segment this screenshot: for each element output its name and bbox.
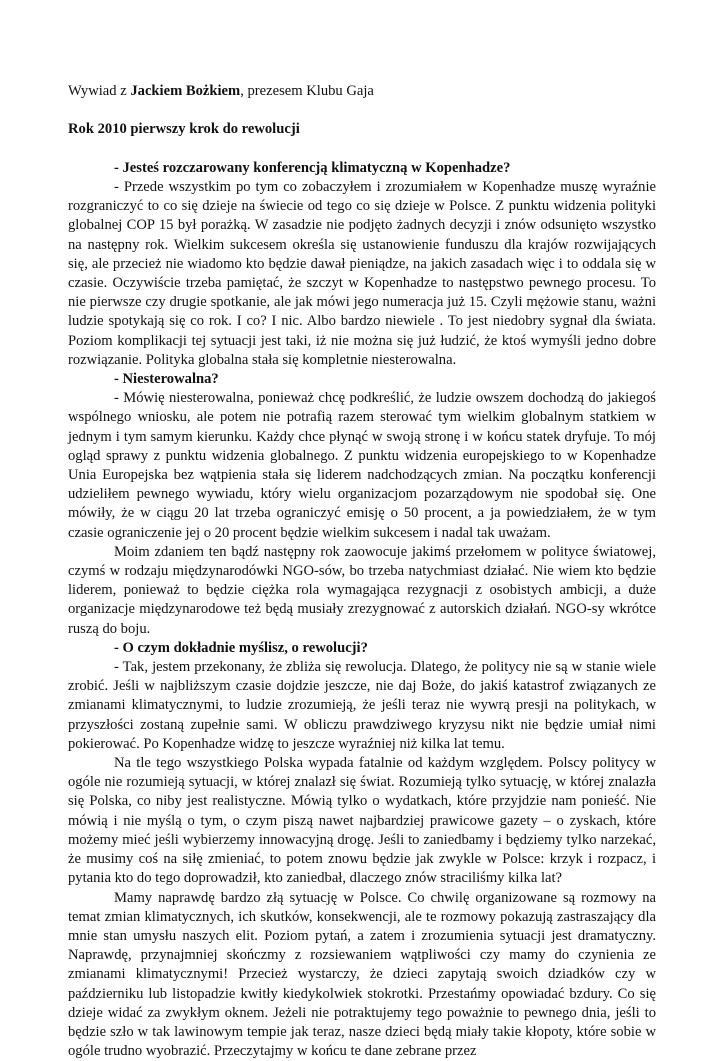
answer-paragraph: Mamy naprawdę bardzo złą sytuację w Polsce. Co chwilę organizowane są rozmowy na temat zmian klimatycznych, ich skutków, konsekwencji, ale te rozmowy pokazują zastraszający dla mnie stan umysłu naszych elit. Poziom pytań, a zatem i zrozumienia sytuacji jest dramatyczny. Naprawdę, przynajmniej skończmy z rozsiewaniem wątpliwości czy mamy do czynienia ze zmianami klimatycznymi! Przecież wystarczy, że dzieci zapytają swoich dziadków czy w październiku lub listopadzie kwitły kiedykolwiek stokrotki. Przestańmy opowiadać bzdury. Co się dzieje widać za zwykłym oknem. Jeżeli nie potraktujemy tego poważnie to pewnego dnia, jeśli to będzie szło w tak lawinowym tempie jak teraz, nasze dzieci będą miały takie kłopoty, które sobie w ogóle trudno wyobrazić. Przeczytajmy w końcu te dane zebrane przez	[68, 889, 656, 1061]
interview-header	[68, 82, 656, 101]
answer-paragraph: - Tak, jestem przekonany, że zbliża się rewolucja. Dlatego, że politycy nie są w stanie wiele zrobić. Jeśli w najbliższym czasie dojdzie jeszcze, nie daj Boże, do jakiś katastrof związanych ze zmianami klimatycznymi, to ludzie zrozumieją, że jeśli teraz nie wywrą presji na politykach, w przyszłości zostaną zupełnie sami. W obliczu prawdziwego kryzysu nikt nie będzie umiał nimi pokierować. Po Kopenhadze widzę to jeszcze wyraźniej niż kilka lat temu.	[68, 658, 656, 754]
answer-paragraph: Na tle tego wszystkiego Polska wypada fatalnie od każdym względem. Polscy politycy w ogóle nie rozumieją sytuacji, w której znalazł się świat. Rozumieją tylko sytuację, w której znalazła się Polska, co niby jest realistyczne. Mówią tylko o wydatkach, które przyjdzie nam ponieść. Nie mówią i nie myślą o tym, o czym piszą nawet najbardziej prawicowe gazety – o zyskach, które możemy mieć jeśli wybierzemy innowacyjną drogę. Jeśli to zaniedbamy i będziemy tylko narzekać, że musimy coś na siłę zmieniać, to potem znowu będzie jak zwykle w Polsce: krzyk i rozpacz, i pytania kto do tego doprowadził, kto zaniedbał, dlaczego znów straciliśmy kilka lat?	[68, 754, 656, 888]
interviewee-name: Jackiem Bożkiem	[130, 83, 240, 99]
interview-question: - Jesteś rozczarowany konferencją klimatyczną w Kopenhadze?	[68, 159, 656, 178]
interview-question: - Niesterowalna?	[68, 370, 656, 389]
answer-paragraph: Moim zdaniem ten bądź następny rok zaowocuje jakimś przełomem w polityce światowej, czymś w rodzaju międzynarodówki NGO-sów, bo trzeba natychmiast działać. Nie wiem kto będzie liderem, ponieważ to będzie ciężka rola wymagająca rezygnacji z osobistych ambicji, a duże organizacje międzynarodowe też będą musiały zrezygnować z autorskich działań. NGO-sy wkrótce ruszą do boju.	[68, 543, 656, 639]
document-page	[68, 82, 656, 1061]
header-prefix: Wywiad z	[68, 83, 130, 99]
article-title: Rok 2010 pierwszy krok do rewolucji	[68, 120, 656, 139]
article-body	[68, 159, 656, 1061]
answer-paragraph: - Przede wszystkim po tym co zobaczyłem i zrozumiałem w Kopenhadze muszę wyraźnie rozgraniczyć to co się dzieje na świecie od tego co się dzieje w Polsce. Z punktu widzenia polityki globalnej COP 15 był porażką. W zasadzie nie podjęto żadnych decyzji i znów odsunięto wszystko na następny rok. Wielkim sukcesem określa się ustanowienie funduszu dla krajów rozwijających się, ale przecież nie wiadomo kto będzie dawał pieniądze, na jakich zasadach więc i to oddala się w czasie. Oczywiście trzeba pamiętać, że szczyt w Kopenhadze to następstwo pewnego procesu. To nie pierwsze czy drugie spotkanie, ale jak mówi jego numeracja już 15. Czyli mężowie stanu, ważni ludzie spotykają się co rok. I co? I nic. Albo bardzo niewiele . To jest niedobry sygnał dla świata. Poziom komplikacji tej sytuacji jest taki, iż nie można się już łudzić, że ktoś wymyśli jedno dobre rozwiązanie. Polityka globalna stała się kompletnie niesterowalna.	[68, 178, 656, 370]
interview-question: - O czym dokładnie myślisz, o rewolucji?	[68, 639, 656, 658]
answer-paragraph: - Mówię niesterowalna, ponieważ chcę podkreślić, że ludzie owszem dochodzą do jakiegoś wspólnego wniosku, ale potem nie potrafią razem sterować tym wielkim globalnym statkiem w jednym i tym samym kierunku. Każdy chce płynąć w swoją stronę i w końcu statek dryfuje. To mój ogląd sprawy z punktu widzenia globalnego. Z punktu widzenia europejskiego to w Kopenhadze Unia Europejska bez wątpienia stała się liderem nadchodzących zmian. Na początku konferencji udzieliłem pewnego wywiadu, który wielu organizacjom pozarządowym nie spodobał się. One mówiły, że w ciągu 20 lat trzeba ograniczyć emisję o 50 procent, a ja powiedziałem, że w tym czasie ograniczenie jej o 20 procent będzie wielkim sukcesem i nadal tak uważam.	[68, 389, 656, 543]
header-suffix: , prezesem Klubu Gaja	[240, 83, 374, 99]
